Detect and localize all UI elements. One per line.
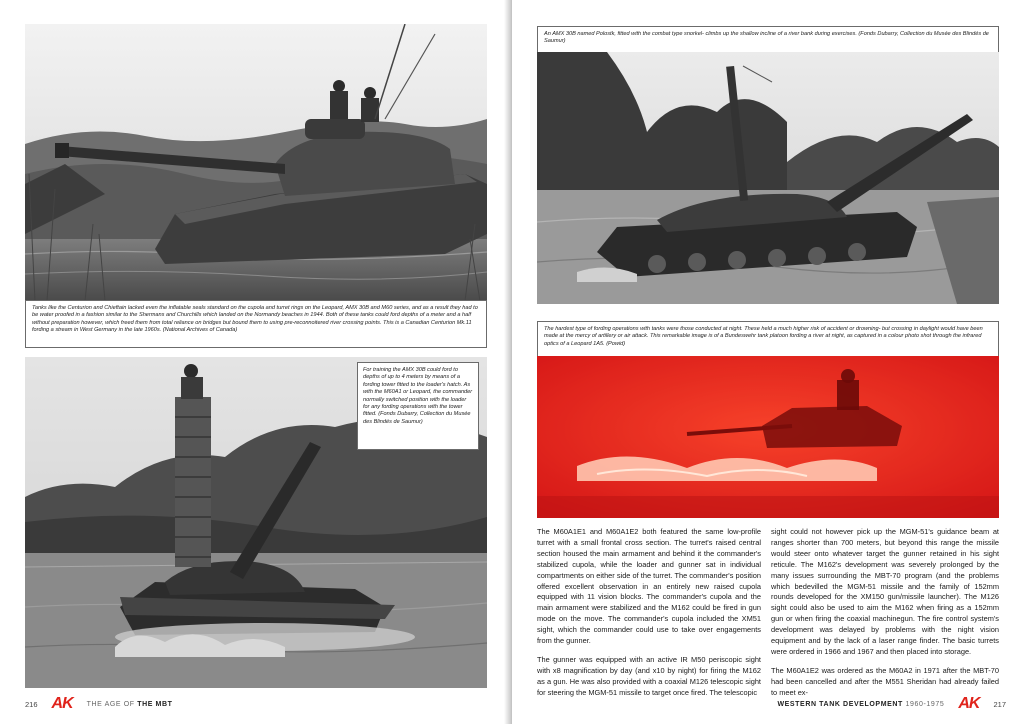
- running-title-left-bold: THE MBT: [137, 700, 173, 708]
- ak-logo-left: AK: [51, 695, 73, 712]
- running-title-right-bold: WESTERN TANK DEVELOPMENT: [777, 700, 903, 708]
- photo-centurion-fording: [25, 24, 487, 301]
- page-number-right: 217: [993, 699, 1006, 709]
- caption-amx30-snorkel: An AMX 30B named Polostk, fitted with the combat type snorkel- climbs up the shallow incline of a river bank during exercises. (Fonds Dubarry, Collection du Musée des Blindés de Saumur): [537, 26, 999, 54]
- right-page: [512, 0, 1024, 724]
- running-title-left-light: THE AGE OF: [86, 700, 135, 708]
- right-footer: [766, 696, 1006, 712]
- photo-infrared-night-fording: [537, 356, 999, 518]
- ak-logo-right: AK: [958, 695, 980, 712]
- running-title-right-light: 1960-1975: [905, 700, 945, 708]
- body-column-2: [771, 527, 999, 697]
- body-paragraph: The gunner was equipped with an active IR M50 periscopic sight with x8 magnification by day (and x10 by night) for firing the M162 as a gun. He was also provided with a coaxial M126 telescopic sight for steering the MGM-51 missile to target once fired. The telescopic: [537, 654, 761, 697]
- page-number-left: 216: [25, 699, 38, 709]
- caption-amx30-tower: For training the AMX 30B could ford to depths of up to 4 meters by means of a fording tower fitted to the loader's hatch. As with the M60A1 or Leopard, the commander normally switched position with the loader for any fording operations with the tower fitted. (Fonds Dubarry, Collection du Musée des Blindés de Saumur): [357, 362, 479, 450]
- photo-amx30-snorkel: [537, 52, 999, 304]
- running-title-right: [777, 701, 944, 708]
- body-paragraph: The M60A1E2 was ordered as the M60A2 in 1971 after the MBT-70 had been cancelled and after the M551 Sheridan had already failed to meet ex-: [771, 665, 999, 697]
- caption-centurion: Tanks like the Centurion and Chieftain lacked even the inflatable seals standard on the cupola and turret rings on the Leopard, AMX 30B and M60 series, and as a result they had to be water proofed in a fashion similar to the Shermans and Churchills which landed on the Normandy beaches in 1944. Both of these tanks could ford depths of a meter and a half without preparation however, which freed them from total reliance on bridges but bound them to using pre-reconnoitered river crossing points. This is a Canadian Centurion Mk.11 fording a stream in West Germany in the late 1960s. (National Archives of Canada): [25, 300, 487, 348]
- left-footer: [25, 696, 495, 712]
- body-paragraph: The M60A1E1 and M60A1E2 both featured the same low-profile turret with a small frontal cross section. The turret's raised central section housed the main armament and behind it the commander's stabilized cupola, while the loader and gunner sat in individual compartments on either side of the turret. The commander's position offered excellent observation in an entirely new raised cupola equipped with 11 vision blocks. The commander's cupola and the main armament were stabilized and the M162 could be fired in gun mode on the move. The commander's cupola included the XM51 sight, which the commander could use to take over engagements from the gunner.: [537, 527, 761, 646]
- running-title-left: [87, 701, 173, 708]
- caption-night-fording: The hardest type of fording operations with tanks were those conducted at night. These held a much higher risk of accident or drowning- but crossing in daylight would have been made at the mercy of artillery or air attack. This remarkable image is of a Bundeswehr tank platoon fording a river at night, as captured in a colour photo shot through the infrared optics of a Leopard 1A5. (Powid): [537, 321, 999, 361]
- body-column-1: [537, 527, 761, 697]
- body-paragraph: sight could not however pick up the MGM-51's guidance beam at ranges shorter than 700 meters, but beyond this range the missile would steer onto whatever target the gunner retained in his sight reticule. The M162's development was severely prolonged by the many issues surrounding the MBT-70 program (and the problems which bedevilled the MGM-51 missile and the family of 152mm rounds developed for the XM150 gun/missile launcher). The M126 sight could also be used to aim the M162 when firing as a 152mm gun or when firing the coaxial machinegun. The fire control system's development was delayed by problems with the night vision equipment and by the lack of a laser range finder. The basic turrets were ordered in 1966 and 1967 and then placed into storage.: [771, 527, 999, 656]
